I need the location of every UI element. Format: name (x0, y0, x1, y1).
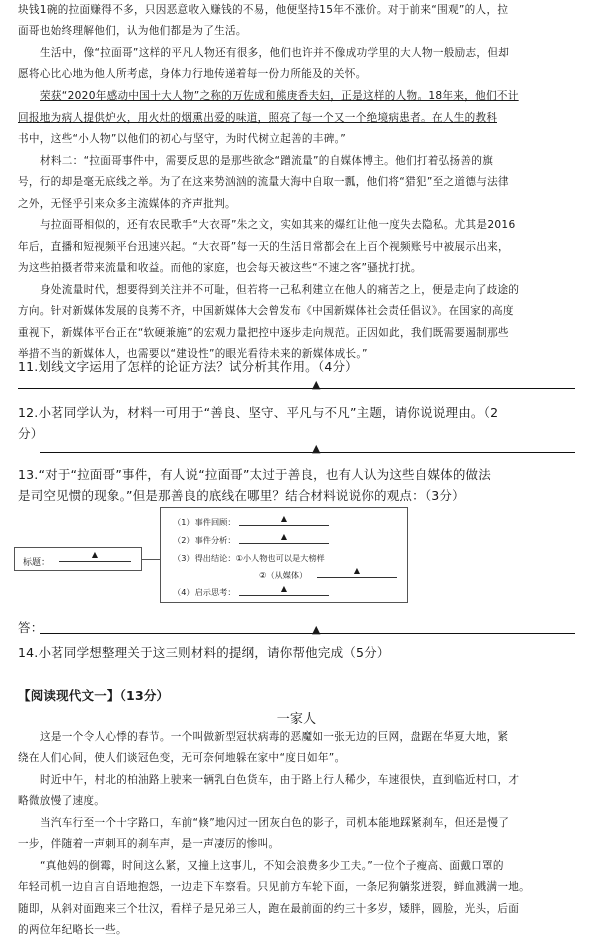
answer-marker: ▲ (312, 442, 321, 455)
passage-line: 号，行的却是毫无底线之举。为了在这来势汹汹的流量大海中自取一瓢，他们将“猎犯”至之道德与法律 (18, 176, 509, 188)
story-line: 的两位年纪略长一些。 (18, 924, 127, 935)
passage-line: 面哥也始终理解他们，认为他们都是为了生活。 (18, 25, 247, 37)
passage-line: 之外，无怪乎引来众多主流媒体的齐声批判。 (18, 198, 236, 210)
story-line: 绕在人们心间，使人们谈冠色变，无可奈何地躲在家中“度日如年”。 (18, 752, 346, 764)
passage-line: 重视下，新媒体平台正在“软硬兼施”的宏观力量把控中逐步走向规范。正因如此，我们既需要遏制那些 (18, 327, 509, 339)
answer-marker: ▲ (312, 623, 321, 636)
question-14: 14.小茗同学想整理关于这三则材料的提纲，请你帮他完成（5分） (18, 645, 390, 660)
passage-line: 为这些拍摄者带来流量和收益。而他的家庭，也会每天被这些“不速之客”骚扰打扰。 (18, 262, 422, 274)
passage-line: 书中，这些“小人物”以他们的初心与坚守，为时代树立起善的丰碑。” (18, 133, 346, 145)
passage-line: 方向。针对新媒体发展的良莠不齐，中国新媒体大会曾发布《中国新媒体社会责任倡议》。在国家的高度 (18, 305, 514, 317)
passage-line: 块钱1碗的拉面赚得不多，只因恶意收入赚钱的不易，他便坚持15年不涨价。对于前来“围观”的人，拉 (18, 4, 509, 16)
outline-blank-1[interactable]: ▲ (239, 518, 329, 526)
outline-title-blank[interactable]: ▲ (59, 554, 131, 562)
passage-line: 生活中，像“拉面哥”这样的平凡人物还有很多，他们也许并不像成功学里的大人物一般励志，但却 (40, 47, 510, 59)
outline-item-4: （4）启示思考： (173, 587, 236, 597)
outline-item-1: （1）事件回顾： (173, 517, 236, 527)
passage-line: 愿将心比心地为他人所考虑，身体力行地传递着每一份力所能及的关怀。 (18, 68, 367, 80)
reading-header: 【阅读现代文一】（13分） (18, 688, 170, 703)
passage-line: 年后，直播和短视频平台迅速兴起。“大衣哥”每一天的生活日常都会在上百个视频账号中被展示出来， (18, 241, 509, 253)
story-line: 当汽车行至一个十字路口，车前“倏”地闪过一团灰白色的影子，司机本能地踩紧刹车，但还是慢了 (40, 817, 510, 829)
story-line: 略微放慢了速度。 (18, 795, 106, 807)
story-line: 这是一个令人心悸的春节。一个叫做新型冠状病毒的恶魔如一张无边的巨网，盘踞在华夏大地，紧 (40, 731, 509, 743)
passage-line: 回报地为病人提供炉火，用火灶的烟熏出爱的味道，照亮了每一个又一个绝境病患者。在人生的教科 (18, 112, 498, 124)
story-line: 随即，从斜对面跑来三个壮汉，看样子是兄弟三人，跑在最前面的约三十多岁，矮胖，圆脸，光头，后面 (18, 903, 520, 915)
outline-box (160, 507, 408, 603)
question-13-cont: 是司空见惯的现象。”但是那善良的底线在哪里？结合材料说说你的观点：（3分） (18, 488, 465, 503)
answer-line-13[interactable] (40, 633, 575, 634)
story-title: 一家人 (276, 712, 317, 727)
outline-item-3b: ②（从媒体） (259, 570, 308, 580)
question-12: 12.小茗同学认为，材料一可用于“善良、坚守、平凡与不凡”主题，请你说说理由。（2 (18, 405, 499, 420)
outline-item-3: （3）得出结论：①小人物也可以是大榜样 (173, 553, 325, 563)
outline-title-label: 标题： (23, 558, 51, 568)
story-line: “真他妈的倒霉，时间这么紧，又撞上这事儿，不知会浪费多少工夫。”一位个子瘦高、面戴口罩的 (40, 860, 504, 872)
question-11: 11.划线文字运用了怎样的论证方法？试分析其作用。（4分） (18, 359, 358, 374)
question-13: 13.“对于“拉面哥”事件，有人说“拉面哥”太过于善良，也有人认为这些自媒体的做法 (18, 467, 491, 482)
outline-blank-2[interactable]: ▲ (239, 536, 329, 544)
outline-blank-4[interactable]: ▲ (239, 588, 329, 596)
answer-marker: ▲ (312, 378, 321, 391)
passage-line: 身处流量时代，想要得到关注并不可耻，但若将一己私利建立在他人的痛苦之上，便是走向了歧途的 (40, 284, 520, 296)
passage-line: 材料二：“拉面哥事件中，需要反思的是那些欲念“蹭流量”的自媒体博主。他们打着弘扬善的旗 (40, 155, 494, 167)
passage-line: 荣获“2020年感动中国十大人物”之称的万佐成和熊庚香夫妇，正是这样的人物。18年来，他们不计 (40, 90, 519, 102)
story-line: 年轻司机一边自言自语地抱怨，一边走下车察看。只见前方车轮下面，一条尼狗躺浆迸裂，鲜血溅满一地。 (18, 881, 531, 893)
story-line: 时近中午，村北的柏油路上驶来一辆乳白色货车，由于路上行人稀少，车速很快，直到临近村口，才 (40, 774, 520, 786)
outline-title-box (14, 547, 142, 571)
outline-connector (142, 559, 160, 560)
story-line: 一步，伴随着一声刺耳的刹车声，是一声凄厉的惨叫。 (18, 838, 280, 850)
passage-line: 与拉面哥相似的，还有农民歌手“大衣哥”朱之文，实如其来的爆红让他一度失去隐私。尤其是2016 (40, 219, 516, 231)
answer-line-12[interactable] (40, 452, 575, 453)
answer-label: 答： (18, 620, 44, 635)
passage-line: 举措不当的新媒体人，也需要以“建设性”的眼光看待未来的新媒体成长。” (18, 348, 368, 360)
question-12-cont: 分） (18, 426, 44, 441)
answer-line-11[interactable] (18, 388, 575, 389)
outline-item-2: （2）事件分析： (173, 535, 236, 545)
outline-blank-3[interactable]: ▲ (317, 570, 397, 578)
